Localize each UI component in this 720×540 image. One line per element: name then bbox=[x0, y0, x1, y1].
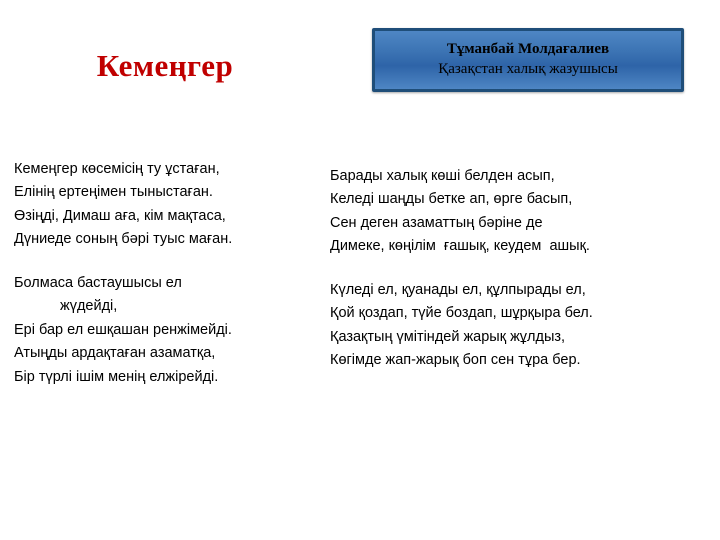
author-badge bbox=[372, 28, 684, 92]
poem-line: Ері бар ел ешқашан ренжімейді. bbox=[14, 321, 232, 338]
poem-line: Барады халық көші белден асып, bbox=[330, 168, 555, 184]
poem-line: Өзіңді, Димаш аға, кім мақтаса, bbox=[14, 207, 226, 224]
poem-line: жүдейді, bbox=[60, 298, 118, 315]
poem-line: Қазақтың үмітіндей жарық жұлдыз, bbox=[330, 328, 566, 345]
poem-line: Атыңды ардақтаған азаматқа, bbox=[14, 345, 216, 362]
page-title: Кемеңгер bbox=[96, 48, 234, 83]
poem-line: Күледі ел, қуанады ел, құлпырады ел, bbox=[330, 281, 586, 298]
poem-line: Келеді шаңды бетке ап, өрге басып, bbox=[330, 191, 573, 208]
poem-stanza bbox=[330, 279, 710, 373]
poem-stanza bbox=[14, 272, 319, 389]
poem-column-left bbox=[14, 158, 319, 389]
author-subtitle: Қазақстан халық жазушысы bbox=[438, 61, 618, 78]
poem-line: Кемеңгер көсемісің ту ұстаған, bbox=[14, 161, 220, 177]
poem-column-right bbox=[330, 165, 710, 373]
poem-line: Димеке, көңілім ғашық, кеудем ашық. bbox=[330, 238, 590, 255]
poem-line: Көгімде жап-жарық боп сен тұра бер. bbox=[330, 352, 581, 369]
poem-line: Қой қоздап, түйе боздап, шұрқыра бел. bbox=[330, 305, 593, 322]
poem-line: Дүниеде соның бәрі туыс маған. bbox=[14, 231, 233, 248]
poem-line: Бір түрлі ішім менің елжірейді. bbox=[14, 368, 219, 385]
poem-stanza bbox=[14, 158, 319, 252]
poem-line: Елінің ертеңімен тыныстаған. bbox=[14, 184, 213, 201]
poem-stanza bbox=[330, 165, 710, 259]
poem-line: Болмаса бастаушысы ел bbox=[14, 274, 182, 291]
author-name: Тұманбай Молдағалиев bbox=[446, 41, 610, 57]
poem-line: Сен деген азаматтың бәріне де bbox=[330, 214, 543, 231]
